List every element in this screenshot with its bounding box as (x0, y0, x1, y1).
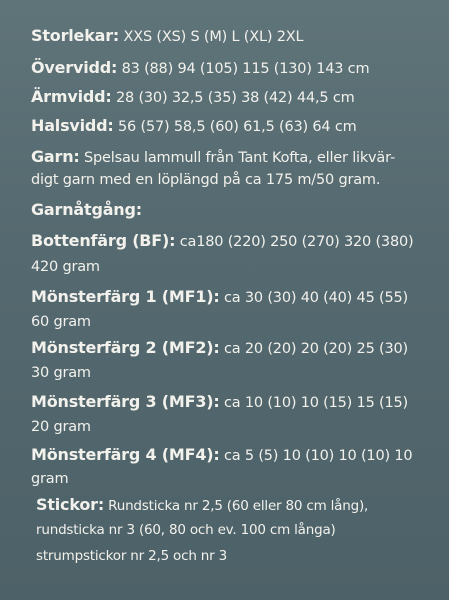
yarn-item-mf3-line2: 20 gram (31, 419, 91, 435)
yarn-item-label: Mönsterfärg 2 (MF2): (31, 338, 220, 357)
yarn-item-bf (31, 233, 413, 250)
yarn-amount-heading (31, 202, 142, 219)
yarn-item-mf4 (31, 447, 412, 464)
yarn-item-value: ca 5 (5) 10 (10) 10 (10) 10 (219, 448, 413, 464)
yarn-item-label: Bottenfärg (BF): (31, 231, 176, 250)
neck-value: 56 (57) 58,5 (60) 61,5 (63) 64 cm (113, 119, 357, 135)
yarn-item-value: ca180 (220) 250 (270) 320 (380) (175, 234, 414, 250)
sleeve-label: Ärmvidd: (31, 87, 112, 106)
neck-label: Halsvidd: (31, 116, 114, 135)
sleeve-value: 28 (30) 32,5 (35) 38 (42) 44,5 cm (111, 90, 355, 106)
sizes-row (31, 28, 303, 45)
yarn-row (31, 149, 395, 166)
yarn-amount-heading-text: Garnåtgång: (31, 200, 142, 219)
yarn-item-mf1 (31, 289, 408, 306)
yarn-item-value: ca 10 (10) 10 (15) 15 (15) (219, 395, 408, 411)
yarn-item-mf1-line2: 60 gram (31, 314, 91, 330)
sizes-label: Storlekar: (31, 26, 120, 45)
neck-row (31, 118, 357, 135)
yarn-item-mf4-line2: gram (31, 471, 69, 487)
yarn-item-value: ca 20 (20) 20 (20) 25 (30) (219, 341, 408, 357)
yarn-item-label: Mönsterfärg 1 (MF1): (31, 287, 220, 306)
yarn-item-mf2-line2: 30 gram (31, 365, 91, 381)
needles-value-line2: rundsticka nr 3 (60, 80 och ev. 100 cm långa) (36, 522, 336, 538)
yarn-item-value: ca 30 (30) 40 (40) 45 (55) (219, 290, 408, 306)
chest-row (31, 60, 369, 77)
yarn-value-line2: digt garn med en löplängd på ca 175 m/50 gram. (31, 172, 381, 188)
chest-label: Övervidd: (31, 58, 118, 77)
yarn-label: Garn: (31, 147, 80, 166)
yarn-value-line1: Spelsau lammull från Tant Kofta, eller likvär- (79, 150, 395, 166)
needles-value-line3: strumpstickor nr 2,5 och nr 3 (36, 548, 227, 564)
sizes-value: XXS (XS) S (M) L (XL) 2XL (119, 29, 304, 45)
yarn-item-label: Mönsterfärg 3 (MF3): (31, 392, 220, 411)
needles-row (36, 497, 368, 514)
needles-label: Stickor: (36, 495, 105, 514)
yarn-item-mf3 (31, 394, 408, 411)
chest-value: 83 (88) 94 (105) 115 (130) 143 cm (117, 61, 370, 77)
needles-value-line1: Rundsticka nr 2,5 (60 eller 80 cm lång), (104, 498, 369, 514)
sleeve-row (31, 89, 355, 106)
yarn-item-bf-line2: 420 gram (31, 259, 100, 275)
yarn-item-label: Mönsterfärg 4 (MF4): (31, 445, 220, 464)
yarn-item-mf2 (31, 340, 408, 357)
